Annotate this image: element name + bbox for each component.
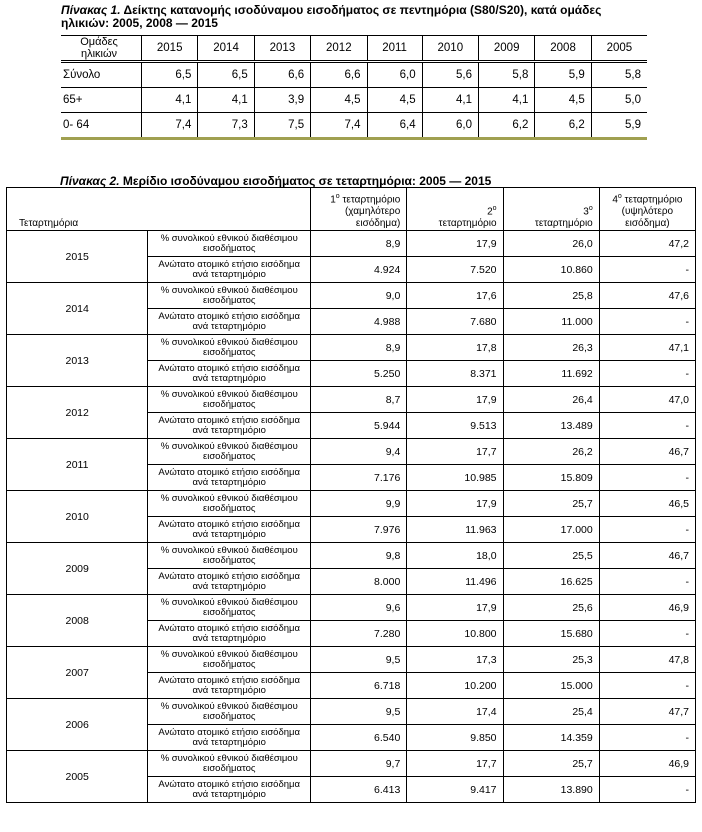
table2-max-cell: 14.359 <box>503 725 599 751</box>
table2-max-cell: 10.800 <box>407 621 503 647</box>
table2-measure-share: % συνολικού εθνικού διαθέσιμου εισοδήματος <box>148 335 311 361</box>
table2-share-cell: 8,7 <box>311 387 407 413</box>
table1-cell: 7,4 <box>311 113 367 139</box>
table2-share-cell: 17,7 <box>407 751 503 777</box>
table1-year-header: 2012 <box>311 36 367 62</box>
table1-cell: 4,5 <box>535 88 591 113</box>
table2-year: 2014 <box>7 283 148 335</box>
table2-share-cell: 17,9 <box>407 491 503 517</box>
table2-measure-max: Ανώτατο ατομικό ετήσιο εισόδημα ανά τεταρτημόριο <box>148 621 311 647</box>
table2-max-cell: 7.176 <box>311 465 407 491</box>
table2-share-cell: 9,4 <box>311 439 407 465</box>
table2-max-cell: - <box>599 309 695 335</box>
table2-year: 2012 <box>7 387 148 439</box>
table1-cell: 6,6 <box>311 62 367 88</box>
table1-group-label: Σύνολο <box>61 62 142 88</box>
table2-measure-share: % συνολικού εθνικού διαθέσιμου εισοδήματος <box>148 751 311 777</box>
table2-share-cell: 46,7 <box>599 439 695 465</box>
table2-max-cell: 7.976 <box>311 517 407 543</box>
table2-label: Πίνακας 2. <box>60 174 120 188</box>
table2-max-cell: 8.371 <box>407 361 503 387</box>
table2-share-cell: 26,3 <box>503 335 599 361</box>
table2-measure-max: Ανώτατο ατομικό ετήσιο εισόδημα ανά τεταρτημόριο <box>148 517 311 543</box>
table2-share-cell: 46,5 <box>599 491 695 517</box>
table2-max-cell: - <box>599 465 695 491</box>
table2-share-cell: 17,8 <box>407 335 503 361</box>
table2-measure-max: Ανώτατο ατομικό ετήσιο εισόδημα ανά τεταρτημόριο <box>148 777 311 803</box>
table-row <box>7 283 696 309</box>
table1-title <box>61 4 621 30</box>
table2-max-cell: 13.890 <box>503 777 599 803</box>
table1-row <box>61 113 647 139</box>
table2-measure-share: % συνολικού εθνικού διαθέσιμου εισοδήματος <box>148 595 311 621</box>
table2-header-q3: $3^o$ τεταρτημόριο <box>503 188 599 231</box>
table2-share-cell: 18,0 <box>407 543 503 569</box>
table1-cell: 5,8 <box>479 62 535 88</box>
table2-measure-max: Ανώτατο ατομικό ετήσιο εισόδημα ανά τεταρτημόριο <box>148 725 311 751</box>
table2-max-cell: 17.000 <box>503 517 599 543</box>
table2-max-cell: - <box>599 673 695 699</box>
quartile-share-table <box>6 187 696 803</box>
table2-measure-share: % συνολικού εθνικού διαθέσιμου εισοδήματος <box>148 543 311 569</box>
table2-measure-share: % συνολικού εθνικού διαθέσιμου εισοδήματος <box>148 491 311 517</box>
table2-share-cell: 17,9 <box>407 387 503 413</box>
table2-measure-share: % συνολικού εθνικού διαθέσιμου εισοδήματος <box>148 283 311 309</box>
table2-measure-share: % συνολικού εθνικού διαθέσιμου εισοδήματος <box>148 647 311 673</box>
table2-max-cell: - <box>599 569 695 595</box>
table2-max-cell: 6.718 <box>311 673 407 699</box>
table2-share-cell: 17,6 <box>407 283 503 309</box>
table-row <box>7 751 696 777</box>
table1-corner-header: Ομάδες ηλικιών <box>61 36 142 62</box>
table2-header-row <box>7 188 696 231</box>
table2-max-cell: - <box>599 725 695 751</box>
table1-cell: 4,1 <box>479 88 535 113</box>
table1-cell: 4,5 <box>311 88 367 113</box>
table2-measure-share: % συνολικού εθνικού διαθέσιμου εισοδήματος <box>148 439 311 465</box>
table1-cell: 6,2 <box>479 113 535 139</box>
table1-cell: 5,8 <box>591 62 647 88</box>
table1-year-header: 2015 <box>142 36 198 62</box>
table2-header-first: Τεταρτημόρια <box>7 188 311 231</box>
table2-max-cell: - <box>599 257 695 283</box>
table-row <box>7 231 696 257</box>
table2-max-cell: - <box>599 517 695 543</box>
table2-share-cell: 17,3 <box>407 647 503 673</box>
table1-cell: 4,1 <box>198 88 254 113</box>
table2-share-cell: 25,7 <box>503 491 599 517</box>
table2-year: 2015 <box>7 231 148 283</box>
table2-max-cell: 5.250 <box>311 361 407 387</box>
table2-share-cell: 9,7 <box>311 751 407 777</box>
table1-year-header: 2009 <box>479 36 535 62</box>
table2-title-text: Μερίδιο ισοδύναμου εισοδήματος σε τεταρτημόρια: 2005 — 2015 <box>122 174 492 188</box>
table1-year-header: 2008 <box>535 36 591 62</box>
table2-share-cell: 25,3 <box>503 647 599 673</box>
table2-share-cell: 25,7 <box>503 751 599 777</box>
table1-cell: 5,9 <box>535 62 591 88</box>
table-row <box>7 595 696 621</box>
table2-year: 2008 <box>7 595 148 647</box>
table2-measure-share: % συνολικού εθνικού διαθέσιμου εισοδήματος <box>148 699 311 725</box>
table2-share-cell: 26,2 <box>503 439 599 465</box>
table2-share-cell: 46,9 <box>599 751 695 777</box>
table2-share-cell: 17,7 <box>407 439 503 465</box>
table2-max-cell: 7.520 <box>407 257 503 283</box>
table1-year-header: 2010 <box>422 36 478 62</box>
table1-row <box>61 88 647 113</box>
table1-group-label: 65+ <box>61 88 142 113</box>
table2-measure-max: Ανώτατο ατομικό ετήσιο εισόδημα ανά τεταρτημόριο <box>148 257 311 283</box>
table2-measure-share: % συνολικού εθνικού διαθέσιμου εισοδήματος <box>148 231 311 257</box>
table-row <box>7 439 696 465</box>
table2-measure-max: Ανώτατο ατομικό ετήσιο εισόδημα ανά τεταρτημόριο <box>148 465 311 491</box>
quintile-ratio-table <box>61 35 647 140</box>
table2-max-cell: 15.680 <box>503 621 599 647</box>
table2-max-cell: 4.924 <box>311 257 407 283</box>
table2-header-q2: $2^o$ τεταρτημόριο <box>407 188 503 231</box>
table2-measure-max: Ανώτατο ατομικό ετήσιο εισόδημα ανά τεταρτημόριο <box>148 361 311 387</box>
table1-cell: 4,1 <box>422 88 478 113</box>
table2-max-cell: 10.985 <box>407 465 503 491</box>
table2-share-cell: 25,5 <box>503 543 599 569</box>
table1-cell: 5,9 <box>591 113 647 139</box>
table2-max-cell: 7.680 <box>407 309 503 335</box>
table2-share-cell: 47,2 <box>599 231 695 257</box>
table2-year: 2011 <box>7 439 148 491</box>
table-row <box>7 491 696 517</box>
table2-share-cell: 17,9 <box>407 595 503 621</box>
table2-share-cell: 25,8 <box>503 283 599 309</box>
table2-max-cell: 6.540 <box>311 725 407 751</box>
table1-cell: 3,9 <box>254 88 310 113</box>
table2-max-cell: - <box>599 413 695 439</box>
table1-cell: 6,5 <box>142 62 198 88</box>
table1-cell: 7,4 <box>142 113 198 139</box>
table2-share-cell: 17,4 <box>407 699 503 725</box>
table1-cell: 6,0 <box>422 113 478 139</box>
table2-max-cell: 8.000 <box>311 569 407 595</box>
table1-row <box>61 62 647 88</box>
table2-year: 2007 <box>7 647 148 699</box>
table2-share-cell: 47,1 <box>599 335 695 361</box>
table2-header-q1: $1^o$ τεταρτημόριο (χαμηλότερο εισόδημα) <box>311 188 407 231</box>
table2-measure-share: % συνολικού εθνικού διαθέσιμου εισοδήματος <box>148 387 311 413</box>
table2-share-cell: 46,9 <box>599 595 695 621</box>
table2-share-cell: 46,7 <box>599 543 695 569</box>
table1-cell: 5,6 <box>422 62 478 88</box>
table2-share-cell: 8,9 <box>311 335 407 361</box>
table1-cell: 5,0 <box>591 88 647 113</box>
table2-max-cell: 9.417 <box>407 777 503 803</box>
table2-max-cell: 15.809 <box>503 465 599 491</box>
table2-share-cell: 47,7 <box>599 699 695 725</box>
table2-max-cell: 4.988 <box>311 309 407 335</box>
table2-share-cell: 47,0 <box>599 387 695 413</box>
table2-share-cell: 26,0 <box>503 231 599 257</box>
table1-cell: 6,4 <box>367 113 422 139</box>
table1-cell: 6,6 <box>254 62 310 88</box>
table2-share-cell: 9,6 <box>311 595 407 621</box>
table2-max-cell: 6.413 <box>311 777 407 803</box>
table1-year-header: 2011 <box>367 36 422 62</box>
table2-measure-max: Ανώτατο ατομικό ετήσιο εισόδημα ανά τεταρτημόριο <box>148 413 311 439</box>
table2-share-cell: 9,5 <box>311 647 407 673</box>
table1-title-text: Δείκτης κατανομής ισοδύναμου εισοδήματος σε πεντημόρια (S80/S20), κατά ομάδες ηλικιών: 2005, 2008 — 2015 <box>61 3 602 30</box>
table2-measure-max: Ανώτατο ατομικό ετήσιο εισόδημα ανά τεταρτημόριο <box>148 569 311 595</box>
table2-measure-max: Ανώτατο ατομικό ετήσιο εισόδημα ανά τεταρτημόριο <box>148 309 311 335</box>
table2-max-cell: 10.860 <box>503 257 599 283</box>
table2-year: 2006 <box>7 699 148 751</box>
table-row <box>7 543 696 569</box>
table2-measure-max: Ανώτατο ατομικό ετήσιο εισόδημα ανά τεταρτημόριο <box>148 673 311 699</box>
table2-share-cell: 47,8 <box>599 647 695 673</box>
table2-share-cell: 8,9 <box>311 231 407 257</box>
table2-max-cell: 13.489 <box>503 413 599 439</box>
table2-max-cell: 11.496 <box>407 569 503 595</box>
table1-cell: 4,1 <box>142 88 198 113</box>
table2-share-cell: 9,5 <box>311 699 407 725</box>
table1-cell: 4,5 <box>367 88 422 113</box>
table2-year: 2010 <box>7 491 148 543</box>
table2-max-cell: 16.625 <box>503 569 599 595</box>
table1-cell: 6,2 <box>535 113 591 139</box>
table1-label: Πίνακας 1. <box>61 3 121 17</box>
table2-max-cell: 7.280 <box>311 621 407 647</box>
table-row <box>7 699 696 725</box>
table1-cell: 7,3 <box>198 113 254 139</box>
table1-year-header: 2014 <box>198 36 254 62</box>
table2-share-cell: 17,9 <box>407 231 503 257</box>
table1-year-header: 2005 <box>591 36 647 62</box>
table2-share-cell: 9,9 <box>311 491 407 517</box>
table2-share-cell: 25,4 <box>503 699 599 725</box>
table2-year: 2013 <box>7 335 148 387</box>
table2-share-cell: 9,8 <box>311 543 407 569</box>
table1-cell: 6,5 <box>198 62 254 88</box>
table2-max-cell: 5.944 <box>311 413 407 439</box>
table2-max-cell: 11.000 <box>503 309 599 335</box>
table1-header-row <box>61 36 647 62</box>
table1-cell: 7,5 <box>254 113 310 139</box>
table2-share-cell: 25,6 <box>503 595 599 621</box>
table2-max-cell: 11.963 <box>407 517 503 543</box>
table1-group-label: 0- 64 <box>61 113 142 139</box>
table-row <box>7 335 696 361</box>
table2-max-cell: 10.200 <box>407 673 503 699</box>
table2-share-cell: 9,0 <box>311 283 407 309</box>
table2-year: 2005 <box>7 751 148 803</box>
table2-max-cell: - <box>599 777 695 803</box>
table2-share-cell: 26,4 <box>503 387 599 413</box>
table2-max-cell: 9.850 <box>407 725 503 751</box>
table1-cell: 6,0 <box>367 62 422 88</box>
table-row <box>7 387 696 413</box>
table2-share-cell: 47,6 <box>599 283 695 309</box>
table2-max-cell: 9.513 <box>407 413 503 439</box>
table1-year-header: 2013 <box>254 36 310 62</box>
table2-max-cell: 11.692 <box>503 361 599 387</box>
table2-year: 2009 <box>7 543 148 595</box>
table2-max-cell: - <box>599 361 695 387</box>
table-row <box>7 647 696 673</box>
table2-header-q4: $4^o$ τεταρτημόριο (υψηλότερο εισόδημα) <box>599 188 695 231</box>
table2-max-cell: - <box>599 621 695 647</box>
table2-max-cell: 15.000 <box>503 673 599 699</box>
